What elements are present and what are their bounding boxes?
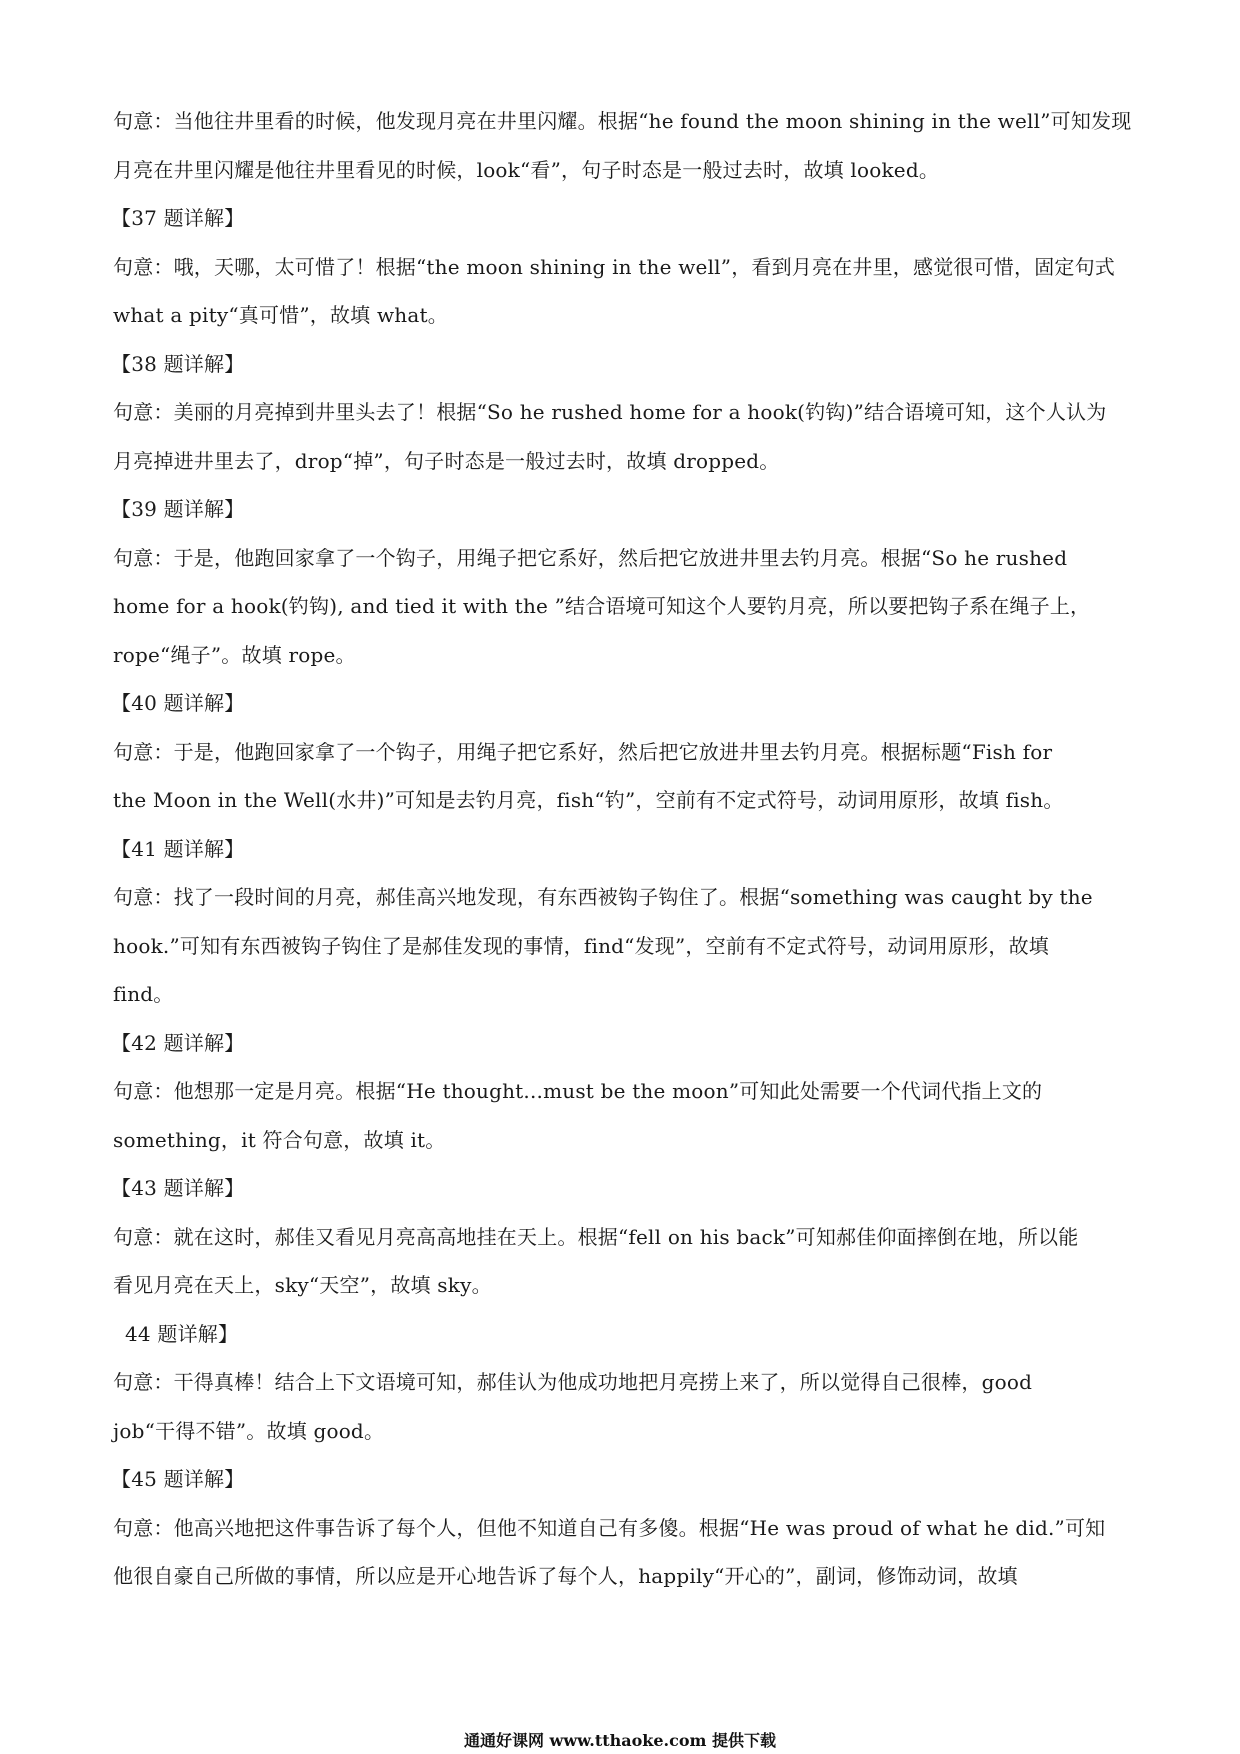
paragraph-line: 句意：美丽的月亮掉到井里头去了！根据“So he rushed home for a hook(钓钩)”结合语境可知，这个人认为 xyxy=(113,400,1107,424)
paragraph-line: 他很自豪自己所做的事情，所以应是开心地告诉了每个人，happily“开心的”，副词，修饰动词，故填 xyxy=(113,1564,1018,1588)
paragraph-line: 看见月亮在天上，sky“天空”，故填 sky。 xyxy=(113,1273,492,1297)
section-heading: 【39 题详解】 xyxy=(111,497,245,521)
paragraph-line: 句意：就在这时，郝佳又看见月亮高高地挂在天上。根据“fell on his back”可知郝佳仰面摔倒在地，所以能 xyxy=(113,1224,1079,1249)
paragraph-line: 句意：哦，天哪，太可惜了！根据“the moon shining in the well”，看到月亮在井里，感觉很可惜，固定句式 xyxy=(113,254,1115,279)
page-footer: 通通好课网 www.tthaoke.com 提供下载 xyxy=(463,1731,777,1750)
paragraph-line: 句意：当他往井里看的时候，他发现月亮在井里闪耀。根据“he found the moon shining in the well”可知发现 xyxy=(113,109,1132,133)
paragraph-line: 句意：找了一段时间的月亮，郝佳高兴地发现，有东西被钩子钩住了。根据“something was caught by the xyxy=(113,885,1093,909)
paragraph-line: 句意：于是，他跑回家拿了一个钩子，用绳子把它系好，然后把它放进井里去钓月亮。根据标题“Fish for xyxy=(113,739,1053,764)
section-heading: 【43 题详解】 xyxy=(111,1176,245,1200)
paragraph-line: 月亮在井里闪耀是他往井里看见的时候，look“看”，句子时态是一般过去时，故填 looked。 xyxy=(113,157,940,182)
section-heading: 【41 题详解】 xyxy=(111,836,245,861)
paragraph-line: 句意：干得真棒！结合上下文语境可知，郝佳认为他成功地把月亮捞上来了，所以觉得自己很棒，good xyxy=(113,1370,1033,1394)
section-heading: 44 题详解】 xyxy=(125,1321,239,1346)
paragraph-line: something，it 符合句意，故填 it。 xyxy=(113,1127,446,1152)
paragraph-line: what a pity“真可惜”，故填 what。 xyxy=(113,303,448,327)
paragraph-line: home for a hook(钓钩), and tied it with the ”结合语境可知这个人要钓月亮，所以要把钩子系在绳子上， xyxy=(113,594,1091,618)
section-heading: 【45 题详解】 xyxy=(111,1467,245,1491)
paragraph-line: hook.”可知有东西被钩子钩住了是郝佳发现的事情，find“发现”，空前有不定式符号，动词用原形，故填 xyxy=(113,933,1049,958)
paragraph-line: 句意：他高兴地把这件事告诉了每个人，但他不知道自己有多傻。根据“He was proud of what he did.”可知 xyxy=(113,1515,1106,1540)
paragraph-line: the Moon in the Well(水井)”可知是去钓月亮，fish“钓”，空前有不定式符号，动词用原形，故填 fish。 xyxy=(113,788,1064,812)
section-heading: 【38 题详解】 xyxy=(111,351,245,376)
paragraph-line: find。 xyxy=(113,982,174,1006)
paragraph-line: 月亮掉进井里去了，drop“掉”，句子时态是一般过去时，故填 dropped。 xyxy=(113,448,780,473)
document-body xyxy=(113,97,1133,1601)
section-heading: 【37 题详解】 xyxy=(111,206,245,230)
paragraph-line: rope“绳子”。故填 rope。 xyxy=(113,642,356,667)
paragraph-line: job“干得不错”。故填 good。 xyxy=(113,1418,385,1443)
section-heading: 【42 题详解】 xyxy=(111,1030,245,1055)
paragraph-line: 句意：他想那一定是月亮。根据“He thought...must be the moon”可知此处需要一个代词代指上文的 xyxy=(113,1079,1043,1103)
paragraph-line: 句意：于是，他跑回家拿了一个钩子，用绳子把它系好，然后把它放进井里去钓月亮。根据“So he rushed xyxy=(113,545,1068,570)
section-heading: 【40 题详解】 xyxy=(111,691,245,715)
